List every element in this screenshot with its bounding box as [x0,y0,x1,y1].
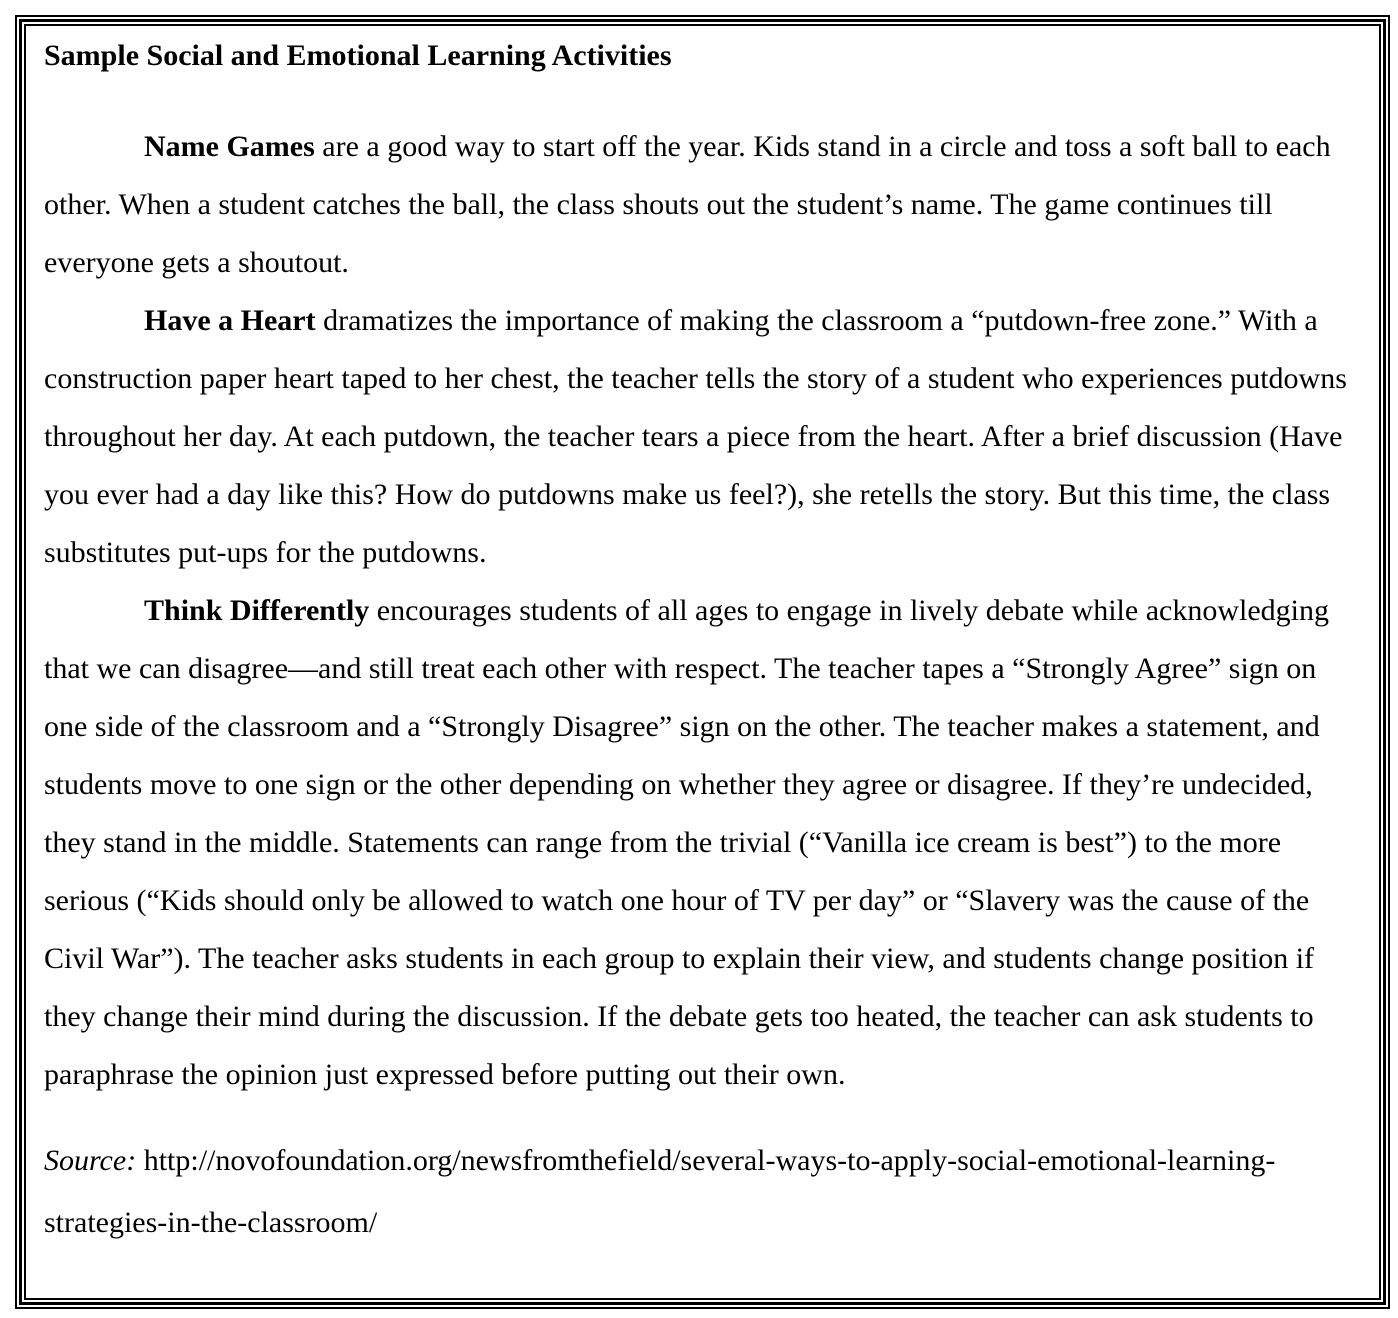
paragraph-think-differently [44,582,1351,1104]
document-box [24,24,1381,1300]
paragraph-body: encourages students of all ages to engage in lively debate while acknowledging that we can disagree—and still treat each other with respect. The teacher tapes a “Strongly Agree” sign on one side of the classroom and a “Strongly Disagree” sign on the other. The teacher makes a statement, and students move to one sign or the other depending on whether they agree or disagree. If they’re undecided, they stand in the middle. Statements can range from the trivial (“Vanilla ice cream is best”) to the more serious (“Kids should only be allowed to watch one hour of TV per day” or “Slavery was the cause of the Civil War”). The teacher asks students in each group to explain their view, and students change position if they change their mind during the discussion. If the debate gets too heated, the teacher can ask students to paraphrase the opinion just expressed before putting out their own. [44,594,1329,1091]
paragraph-name-games [44,118,1351,292]
paragraph-lead: Think Differently [144,594,370,627]
source-label: Source: [44,1144,137,1177]
paragraph-lead: Name Games [144,130,315,163]
source-paragraph [44,1130,1351,1254]
paragraph-have-a-heart [44,292,1351,582]
source-url: http://novofoundation.org/newsfromthefield/several-ways-to-apply-social-emotional-learning-strategies-in-the-classroom/ [44,1144,1276,1239]
document-border-mid [19,19,1386,1305]
document-title: Sample Social and Emotional Learning Activities [44,39,672,72]
document-border-outer [15,15,1390,1309]
paragraph-lead: Have a Heart [144,304,316,337]
paragraph-body: dramatizes the importance of making the classroom a “putdown-free zone.” With a construction paper heart taped to her chest, the teacher tells the story of a student who experiences putdowns throughout her day. At each putdown, the teacher tears a piece from the heart. After a brief discussion (Have you ever had a day like this? How do putdowns make us feel?), she retells the story. But this time, the class substitutes put-ups for the putdowns. [44,304,1347,569]
paragraph-body: are a good way to start off the year. Kids stand in a circle and toss a soft ball to each other. When a student catches the ball, the class shouts out the student’s name. The game continues till everyone gets a shoutout. [44,130,1331,279]
